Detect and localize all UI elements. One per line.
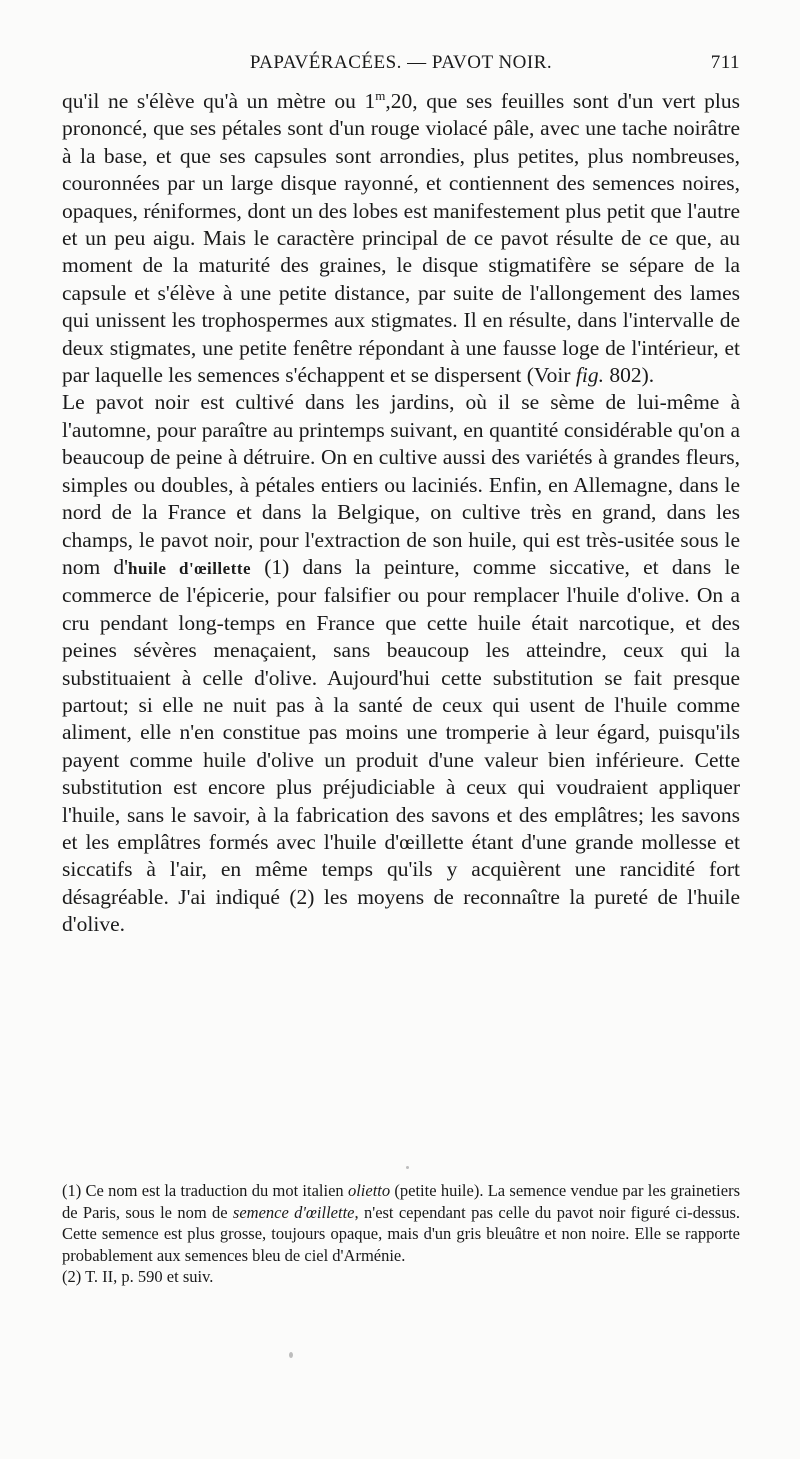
paragraph-1-part-c: 802). bbox=[604, 363, 655, 388]
footnotes bbox=[62, 1180, 740, 1288]
footnote-1 bbox=[62, 1180, 740, 1266]
footnote-2: (2) T. II, p. 590 et suiv. bbox=[62, 1267, 214, 1286]
paragraph-1-part-b: ,20, que ses feuilles sont d'un vert plus prononcé, que ses pétales sont d'un rouge violacé pâle, avec une tache noirâtre à la base, et que ses capsules sont arrondies, plus petites, plus nombreuses, couronnées par un large disque rayonné, et contiennent des semences noires, opaques, réniformes, dont un des lobes est manifestement plus petit que l'autre et un peu aigu. Mais le caractère principal de ce pavot résulte de ce que, au moment de la maturité des graines, le disque stigmatifère se sépare de la capsule et s'élève à une petite distance, par suite de l'allongement des lames qui unissent les trophospermes aux stigmates. Il en résulte, dans l'intervalle de deux stigmates, une petite fenêtre répondant à une fausse loge de l'intérieur, et par laquelle les semences s'échappent et se dispersent (Voir bbox=[62, 89, 740, 388]
page-header bbox=[62, 52, 740, 82]
footnote-1-italic-semence: semence d'œillette bbox=[232, 1202, 355, 1222]
paragraph-2-part-a: Le pavot noir est cultivé dans les jardins, où il se sème de lui-même à l'automne, pour paraître au printemps suivant, en quantité considérable qu'on a beaucoup de peine à détruire. On en cultive aussi des variétés à grandes fleurs, simples ou doubles, à pétales entiers ou laciniés. Enfin, en Allemagne, dans le nord de la France et dans la Belgique, on cultive très en grand, dans les champs, le pavot noir, pour l'extraction de son huile, qui est très-usitée sous le nom d' bbox=[62, 390, 740, 579]
body-text bbox=[62, 88, 740, 939]
paragraph-2 bbox=[62, 389, 740, 938]
paper-speck bbox=[406, 1166, 409, 1169]
paragraph-1-part-a: qu'il ne s'élève qu'à un mètre ou 1 bbox=[62, 89, 376, 113]
paper-speck bbox=[289, 1352, 293, 1358]
footnote-1-italic-olietto: olietto bbox=[347, 1181, 391, 1200]
figure-abbrev: fig. bbox=[575, 363, 604, 388]
page-number: 711 bbox=[710, 52, 740, 73]
paragraph-2-part-b: (1) dans la peinture, comme siccative, et dans le commerce de l'épicerie, pour falsifier ou pour remplacer l'huile d'olive. On a cru pendant long-temps en France que cette huile était narcotique, et des peines sévères menaçaient, sans beaucoup les atteindre, ceux qui la substituaient à celle d'olive. Aujourd'hui cette substitution se fait presque partout; si elle ne nuit pas à la santé de ceux qui usent de l'huile comme aliment, elle n'en constitue pas moins une tromperie à leur égard, puisqu'ils payent comme huile d'olive un produit d'une valeur bien inférieure. Cette substitution est encore plus préjudiciable à ceux qui voudraient appliquer l'huile, sans le savoir, à la fabrication des savons et des emplâtres; les savons et les emplâtres formés avec l'huile d'œillette étant d'une grande mollesse et siccatifs à l'air, en même temps qu'ils y acquièrent une rancidité fort désagréable. J'ai indiqué (2) les moyens de reconnaître la pureté de l'huile d'olive. bbox=[62, 554, 740, 937]
bold-term-huile-oeillette: huile d'œillette bbox=[128, 558, 252, 578]
paragraph-1 bbox=[62, 88, 740, 389]
footnote-1-part-a: (1) Ce nom est la traduction du mot italien bbox=[62, 1181, 348, 1200]
running-title: PAPAVÉRACÉES. — PAVOT NOIR. bbox=[249, 52, 553, 73]
footnote-1-part-c: , n'est cependant pas celle du pavot noir figuré ci-dessus. Cette semence est plus grosse, toujours opaque, mais d'un gris bleuâtre et non noire. Elle se rapporte probablement aux semences bleu de ciel d'Arménie. bbox=[62, 1202, 741, 1265]
footnote-1-part-b: (petite huile). La semence vendue par les grainetiers de Paris, sous le nom de bbox=[62, 1181, 740, 1222]
meter-superscript: m bbox=[375, 87, 386, 103]
